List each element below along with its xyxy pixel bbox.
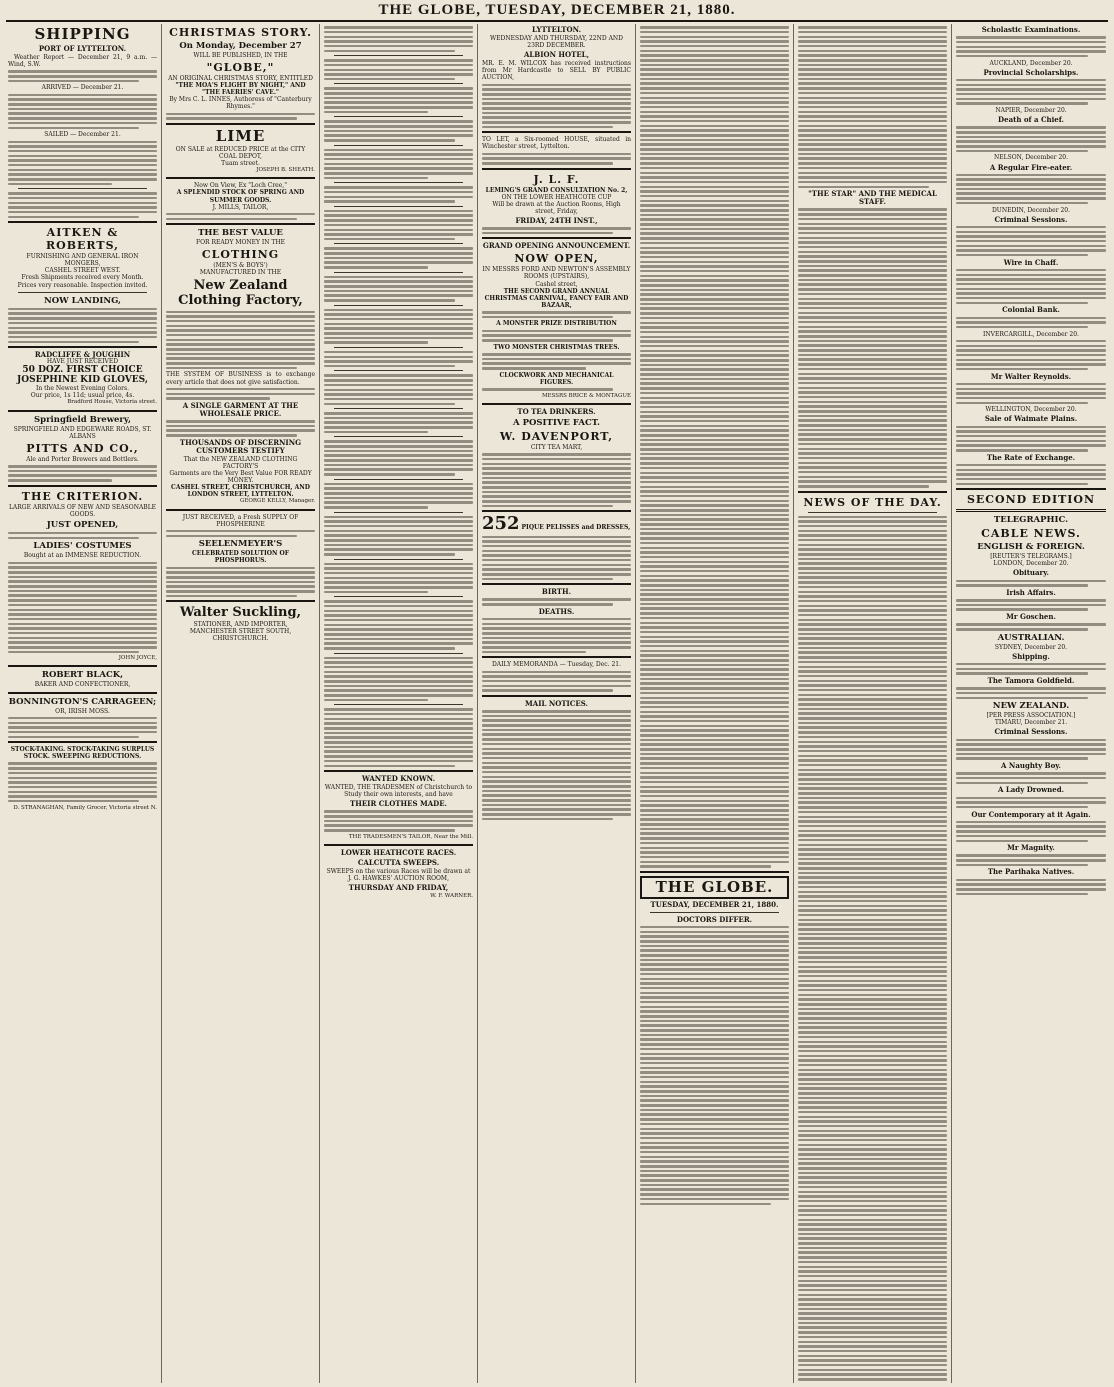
masthead-title: THE GLOBE, TUESDAY, DECEMBER 21, 1880.	[378, 1, 736, 18]
timaru-date: TIMARU, December 21.	[994, 719, 1068, 727]
press-association: [PER PRESS ASSOCIATION.]	[986, 712, 1076, 720]
seelenmeyer: SEELENMEYER'S	[198, 539, 283, 550]
globe-leader-title: THE GLOBE.	[640, 876, 789, 899]
radcliffe-sub: HAVE JUST RECEIVED	[46, 358, 119, 366]
just-opened: JUST OPENED,	[46, 519, 119, 530]
irish-affairs: Irish Affairs.	[1006, 587, 1056, 597]
pique-number: 252	[482, 513, 520, 535]
colonial-bank: Colonial Bank.	[1002, 305, 1060, 315]
lower-heathcote-cup: ON THE LOWER HEATHCOTE CUP	[501, 193, 612, 201]
story-title: "THE MOA'S FLIGHT BY NIGHT," AND "THE FAERIES' CAVE."	[175, 82, 306, 97]
sweeps-drawn: SWEEPS on the various Races will be drawn at J. G. HAWKES' AUCTION ROOM,	[326, 867, 471, 882]
masthead	[6, 0, 1108, 22]
brice-montague: MESSRS BRICE & MONTAGUE	[541, 392, 631, 399]
auckland-date: AUCKLAND, December 20.	[989, 59, 1073, 67]
column-7	[952, 24, 1110, 1383]
arrived-heading: ARRIVED — December 21.	[41, 84, 124, 92]
single-garment: A SINGLE GARMENT AT THE WHOLESALE PRICE.	[182, 400, 299, 418]
drawn-at: Will be drawn at the Auction Rooms, High street, Friday,	[492, 200, 621, 215]
weather-report: Weather Report — December 21, 9 a.m. — Wind, S.W.	[8, 54, 157, 69]
english-foreign: ENGLISH & FOREIGN.	[977, 542, 1085, 553]
heathcote-races: LOWER HEATHCOTE RACES.	[340, 847, 457, 857]
thousands-customers: THOUSANDS OF DISCERNING CUSTOMERS TESTIFY	[179, 437, 302, 455]
walter-suckling: Walter Suckling,	[179, 605, 302, 621]
kelly-manager: GEORGE KELLY, Manager.	[240, 498, 315, 505]
aitken-addr: CASHEL STREET WEST.	[44, 267, 121, 275]
springfield-heading: Springfield Brewery,	[34, 414, 131, 425]
doctors-differ: DOCTORS DIFFER.	[676, 914, 753, 924]
davenport: W. DAVENPORT,	[499, 430, 614, 443]
naughty-boy: A Naughty Boy.	[1001, 761, 1061, 771]
wilcox-auction: MR. E. M. WILCOX has received instructions from Mr Hardcastle to SELL BY PUBLIC AUCTION,	[482, 60, 631, 82]
lime-sign: JOSEPH B. SHEATH.	[256, 167, 315, 174]
mail-notices: MAIL NOTICES.	[525, 698, 588, 708]
original-story: AN ORIGINAL CHRISTMAS STORY, ENTITLED	[168, 75, 313, 83]
waimate-plains: Sale of Waimate Plains.	[984, 414, 1078, 424]
column-5	[636, 24, 794, 1383]
warner-sign: W. F. WARNER.	[430, 893, 473, 900]
calcutta-sweeps: CALCUTTA SWEEPS.	[357, 857, 440, 867]
criterion-heading: THE CRITERION.	[21, 489, 144, 503]
parihaka-natives: The Parihaka Natives.	[987, 867, 1075, 877]
stock-taking: STOCK-TAKING. STOCK-TAKING SURPLUS STOCK. SWEEPING REDUCTIONS.	[10, 746, 155, 761]
radcliffe-gloves: 50 DOZ. FIRST CHOICE JOSEPHINE KID GLOVES,	[17, 365, 148, 386]
radcliffe-addr: Bradford House, Victoria street.	[67, 399, 157, 406]
manufactured: MANUFACTURED IN THE	[199, 269, 282, 277]
ladies-costumes: LADIES' COSTUMES	[33, 541, 132, 552]
tradesmens-tailor: THE TRADESMEN'S TAILOR, Near the Mill.	[348, 833, 473, 840]
ladies-sub: Bought at an IMMENSE REDUCTION.	[23, 552, 142, 560]
contemporary: Our Contemporary at it Again.	[971, 809, 1091, 819]
radcliffe-note: In the Newest Evening Colors.	[35, 385, 130, 393]
stranaghan-sign: D. STRANAGHAN, Family Grocer, Victoria street N.	[13, 804, 157, 811]
scholastic-exams: Scholastic Examinations.	[981, 25, 1081, 34]
wed-thu: WEDNESDAY AND THURSDAY, 22ND AND 23RD DECEMBER.	[490, 35, 623, 50]
reuters: [REUTER'S TELEGRAMS.]	[990, 553, 1072, 561]
news-of-the-day: NEWS OF THE DAY.	[803, 495, 942, 509]
jlf: J. L. F.	[533, 172, 580, 186]
thursday-friday: THURSDAY AND FRIDAY,	[348, 883, 449, 893]
aitken-sub: FURNISHING AND GENERAL IRON MONGERS,	[26, 253, 139, 268]
radcliffe-price: Our price, 1s 11d; usual price, 4s.	[30, 392, 135, 400]
that-the: That the NEW ZEALAND CLOTHING FACTORY'S	[183, 455, 298, 470]
daily-memoranda: DAILY MEMORANDA — Tuesday, Dec. 21.	[491, 661, 622, 669]
wanted-known: WANTED KNOWN.	[361, 774, 436, 783]
sydney-date: SYDNEY, December 20.	[994, 643, 1068, 651]
shipping-sub: Shipping.	[1012, 651, 1050, 661]
lady-drowned: A Lady Drowned.	[997, 785, 1065, 795]
mr-magnity: Mr Magnity.	[1007, 843, 1055, 853]
new-zealand: NEW ZEALAND.	[992, 701, 1070, 712]
mens-boys: (MEN'S & BOYS')	[213, 262, 268, 270]
cashel-lyttelton: CASHEL STREET, CHRISTCHURCH, AND LONDON STREET, LYTTELTON.	[171, 484, 310, 499]
criminal-sessions: Criminal Sessions.	[994, 727, 1068, 737]
column-2	[162, 24, 320, 1383]
stationer: STATIONER, AND IMPORTER,	[193, 621, 288, 629]
mills-tailor: J. MILLS, TAILOR,	[212, 203, 269, 211]
tea-drinkers: TO TEA DRINKERS.	[517, 407, 596, 416]
criminal-sessions-dunedin: Criminal Sessions.	[994, 214, 1068, 224]
napier-date: NAPIER, December 20.	[995, 107, 1067, 115]
clockwork-figures: CLOCKWORK AND MECHANICAL FIGURES.	[499, 371, 614, 386]
wire-in-chaff: Wire in Chaff.	[1003, 257, 1059, 267]
pique-dresses: PIQUE PELISSES and DRESSES,	[521, 524, 631, 532]
aitken-prices: Prices very reasonable. Inspection invited.	[17, 281, 148, 289]
system-of-business: THE SYSTEM OF BUSINESS is to exchange every article that does not give satisfaction.	[166, 371, 315, 386]
will-be-published: WILL BE PUBLISHED, IN THE	[193, 52, 288, 59]
column-1	[4, 24, 162, 1383]
clothes-made: THEIR CLOTHES MADE.	[350, 799, 447, 809]
spring-goods: A SPLENDID STOCK OF SPRING AND SUMMER GOODS.	[176, 189, 305, 204]
city-tea-mart: CITY TEA MART,	[530, 444, 583, 451]
monster-prize: A MONSTER PRIZE DISTRIBUTION	[496, 320, 617, 328]
death-of-chief: Death of a Chief.	[998, 115, 1064, 125]
lime-addr: Tuam street.	[221, 160, 260, 168]
deaths-heading: DEATHS.	[538, 606, 575, 616]
ford-newton: IN MESSRS FORD AND NEWTON'S ASSEMBLY ROOMS (UPSTAIRS),	[482, 266, 631, 281]
garments-best: Garments are the Very Best Value FOR READY MONEY.	[169, 470, 312, 485]
bonnington: BONNINGTON'S CARRAGEEN;	[8, 696, 157, 707]
sailed-heading: SAILED — December 21.	[44, 131, 121, 139]
now-on-view: Now On View, Ex "Loch Cree,"	[194, 182, 287, 190]
globe-name: "GLOBE,"	[206, 61, 275, 75]
celebrated-solution: CELEBRATED SOLUTION OF PHOSPHORUS.	[191, 550, 290, 565]
tamora-goldfield: The Tamora Goldfield.	[987, 676, 1075, 686]
wellington-date: WELLINGTON, December 20.	[985, 406, 1077, 414]
friday-24th: FRIDAY, 24TH INST.,	[515, 215, 598, 225]
for-ready-money: FOR READY MONEY IN THE	[195, 239, 286, 247]
criterion-sub: LARGE ARRIVALS OF NEW AND SEASONABLE GOODS.	[8, 503, 157, 518]
columns	[4, 24, 1110, 1383]
phosphorus-supply: JUST RECEIVED, a Fresh SUPPLY OF PHOSPHERINE	[182, 513, 299, 528]
bonnington-sub: OR, IRISH MOSS.	[55, 707, 110, 715]
robert-black-sub: BAKER AND CONFECTIONER,	[34, 681, 131, 689]
fire-eater: A Regular Fire-eater.	[989, 162, 1073, 172]
lime-sub: ON SALE at REDUCED PRICE at the CITY COAL DEPOT,	[175, 145, 306, 161]
australian: AUSTRALIAN.	[997, 632, 1065, 643]
best-value: THE BEST VALUE	[198, 228, 283, 239]
telegraphic: TELEGRAPHIC.	[993, 515, 1069, 526]
pique-ad	[482, 515, 631, 533]
lyttelton-heading: LYTTELTON.	[531, 25, 582, 34]
invercargill-date: INVERCARGILL, December 20.	[983, 330, 1079, 338]
now-open: NOW OPEN,	[514, 252, 599, 266]
london-date: LONDON, December 20.	[993, 560, 1069, 568]
column-6	[794, 24, 952, 1383]
christmas-date: On Monday, December 27	[179, 41, 302, 51]
nz-clothing-factory: New Zealand Clothing Factory,	[178, 278, 303, 309]
suckling-addr: MANCHESTER STREET SOUTH, CHRISTCHURCH.	[189, 628, 292, 643]
grand-opening: GRAND OPENING ANNOUNCEMENT.	[482, 241, 631, 251]
flemings-consultation: LEMING'S GRAND CONSULTATION No. 2,	[485, 186, 628, 194]
tradesmen: WANTED, THE TRADESMEN of Christchurch to Study their own interests, and have	[324, 784, 473, 799]
joyce-sign: JOHN JOYCE,	[118, 655, 157, 662]
walter-reynolds: Mr Walter Reynolds.	[990, 371, 1072, 381]
albion-hotel: ALBION HOTEL,	[523, 50, 590, 60]
radcliffe-heading: RADCLIFFE & JOUGHIN	[34, 350, 131, 360]
provincial-scholarships: Provincial Scholarships.	[983, 67, 1079, 77]
lime-heading: LIME	[215, 126, 266, 145]
dunedin-date: DUNEDIN, December 20.	[991, 206, 1071, 214]
second-carnival: THE SECOND GRAND ANNUAL CHRISTMAS CARNIVAL, FANCY FAIR AND BAZAAR,	[484, 287, 629, 309]
port-heading: PORT OF LYTTELTON.	[38, 44, 127, 53]
birth-heading: BIRTH.	[541, 587, 572, 597]
second-edition: SECOND EDITION	[966, 493, 1096, 507]
star-medical-staff: "THE STAR" AND THE MEDICAL STAFF.	[808, 189, 937, 207]
christmas-trees: TWO MONSTER CHRISTMAS TREES.	[493, 343, 620, 351]
story-author: By Mrs C. L. INNES, Authoress of "Canterbury Rhymes."	[169, 96, 312, 111]
obituary: Obituary.	[1013, 568, 1049, 578]
globe-leader-date: TUESDAY, DECEMBER 21, 1880.	[650, 899, 779, 909]
aitken-heading: AITKEN & ROBERTS,	[46, 226, 119, 253]
rate-of-exchange: The Rate of Exchange.	[986, 452, 1076, 462]
pitts-sub: Ale and Porter Brewers and Bottlers.	[26, 455, 139, 463]
column-4	[478, 24, 636, 1383]
robert-black: ROBERT BLACK,	[41, 670, 124, 681]
positive-fact: A POSITIVE FACT.	[513, 418, 600, 428]
mr-goschen: Mr Goschen.	[1006, 612, 1056, 622]
cashel-street: Cashel street,	[535, 280, 578, 288]
to-let: TO LET, a Six-roomed HOUSE, situated in Winchester street, Lyttelton.	[482, 136, 631, 151]
springfield-sub: SPRINGFIELD AND EDGEWARE ROADS, ST. ALBANS	[13, 425, 152, 440]
pitts-heading: PITTS AND CO.,	[26, 441, 139, 455]
nelson-date: NELSON, December 20.	[994, 154, 1068, 162]
clothing-heading: CLOTHING	[201, 248, 280, 262]
aitken-note: Fresh Shipments received every Month.	[21, 274, 144, 282]
column-3	[320, 24, 478, 1383]
christmas-story-heading: CHRISTMAS STORY.	[169, 26, 312, 39]
cable-news: CABLE NEWS.	[981, 527, 1081, 541]
shipping-heading: SHIPPING	[34, 25, 131, 43]
now-landing-heading: NOW LANDING,	[43, 295, 122, 306]
